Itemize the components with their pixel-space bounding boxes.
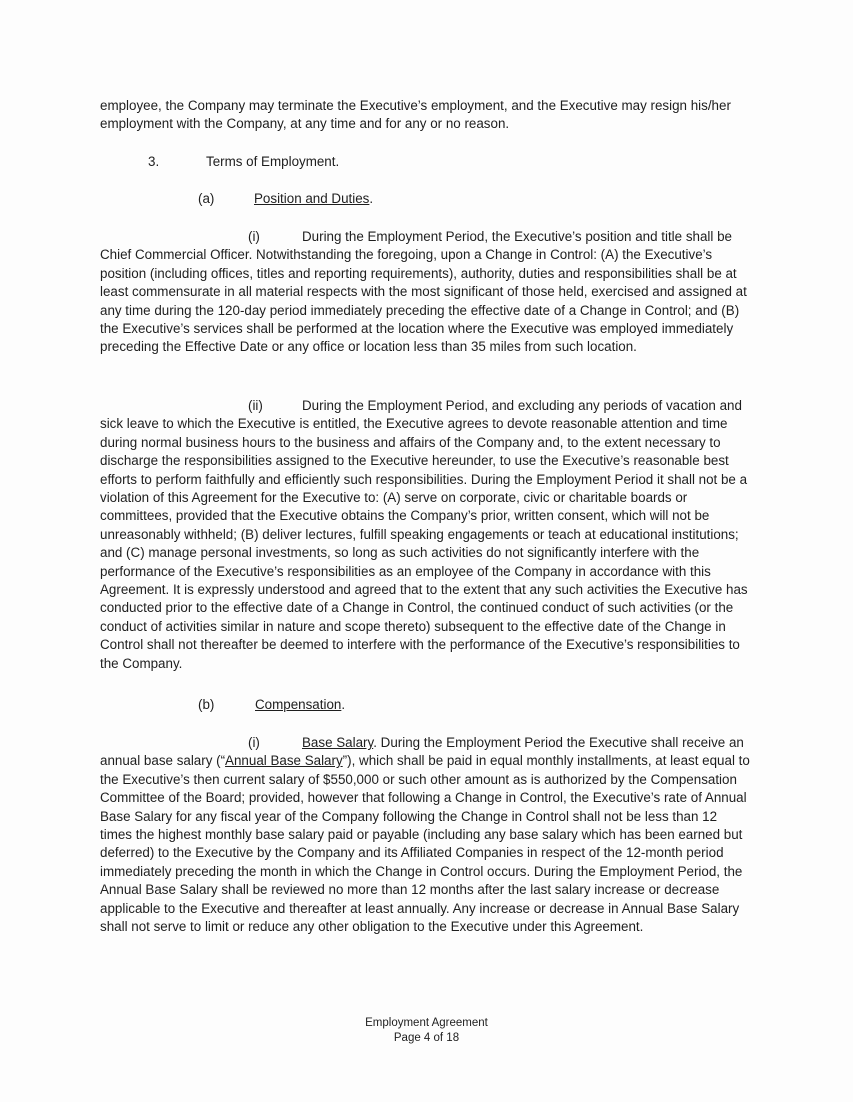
section-3-heading — [148, 153, 339, 171]
subsection-b-heading — [198, 696, 345, 714]
paragraph-b-i — [100, 734, 750, 936]
paragraph-a-ii-text: During the Employment Period, and excluding any periods of vacation and sick leave to which the Executive is entitled, the Executive agrees to devote reasonable attention and time during normal business hours to the business and affairs of the Company and, to the extent necessary to discharge the responsibilities assigned to the Executive hereunder, to use the Executive’s reasonable best efforts to perform faithfully and efficiently such responsibilities. During the Employment Period it shall not be a violation of this Agreement for the Executive to: (A) serve on corporate, civic or charitable boards or committees, provided that the Executive obtains the Company’s prior, written consent, which will not be unreasonably withheld; (B) deliver lectures, fulfill speaking engagements or teach at educational institutions; and (C) manage personal investments, so long as such activities do not significantly interfere with the performance of the Executive’s responsibilities as an employee of the Company in accordance with this Agreement. It is expressly understood and agreed that to the extent that any such activities the Executive has conducted prior to the effective date of a Change in Control, the continued conduct of such activities (or the conduct of activities similar in nature and scope thereto) subsequent to the effective date of the Change in Control shall not thereafter be deemed to interfere with the performance of the Executive’s responsibilities to the Company. — [100, 398, 748, 671]
subsection-b-period: . — [341, 697, 346, 712]
section-3-number: 3. — [148, 154, 160, 169]
footer-page-number: Page 4 of 18 — [393, 1032, 460, 1044]
paragraph-a-ii-number: (ii) — [248, 398, 263, 413]
paragraph-b-i-number: (i) — [248, 735, 260, 750]
opening-paragraph — [100, 97, 750, 134]
opening-text: employee, the Company may terminate the Executive’s employment, and the Executive may resign his/her employment with the Company, at any time and for any or no reason. — [100, 98, 731, 132]
subsection-a-period: . — [369, 191, 374, 206]
subsection-a-number: (a) — [198, 191, 215, 206]
base-salary-title: Base Salary — [302, 735, 374, 750]
subsection-b-title: Compensation — [255, 697, 342, 712]
annual-base-salary-term: Annual Base Salary — [225, 753, 343, 769]
subsection-a-heading — [198, 190, 373, 208]
paragraph-a-ii — [100, 397, 750, 673]
subsection-a-title: Position and Duties — [254, 191, 370, 206]
footer-title: Employment Agreement — [365, 1017, 488, 1029]
paragraph-a-i-number: (i) — [248, 229, 260, 244]
paragraph-a-i-text: During the Employment Period, the Executive’s position and title shall be Chief Commercial Officer. Notwithstanding the foregoing, upon a Change in Control: (A) the Executive’s position (including offices, titles and reporting requirements), authority, duties and responsibilities shall be at least commensurate in all material respects with the most significant of those held, exercised and assigned at any time during the 120-day period immediately preceding the effective date of a Change in Control; and (B) the Executive’s services shall be performed at the location where the Executive was employed immediately preceding the Effective Date or any office or location less than 35 miles from such location. — [100, 229, 747, 355]
paragraph-b-i-text: ”), which shall be paid in equal monthly installments, at least equal to the Executive’s then current salary of $550,000 or such other amount as is authorized by the Compensation Committee of the Board; provided, however that following a Change in Control, the Executive’s rate of Annual Base Salary for any fiscal year of the Company following the Change in Control shall not be less than 12 times the highest monthly base salary paid or payable (including any base salary which has been earned but deferred) to the Executive by the Company and its Affiliated Companies in respect of the 12-month period immediately preceding the month in which the Change in Control occurs. During the Employment Period, the Annual Base Salary shall be reviewed no more than 12 months after the last salary increase or decrease applicable to the Executive and thereafter at least annually. Any increase or decrease in Annual Base Salary shall not serve to limit or reduce any other obligation to the Executive under this Agreement. — [100, 753, 750, 935]
section-3-title: Terms of Employment. — [206, 154, 340, 169]
paragraph-b-i-lead: . During the Employment Period the Executive shall receive an annual base salary (“ — [100, 735, 744, 769]
page-footer — [0, 1016, 853, 1046]
subsection-b-number: (b) — [198, 697, 215, 712]
paragraph-a-i — [100, 228, 750, 357]
